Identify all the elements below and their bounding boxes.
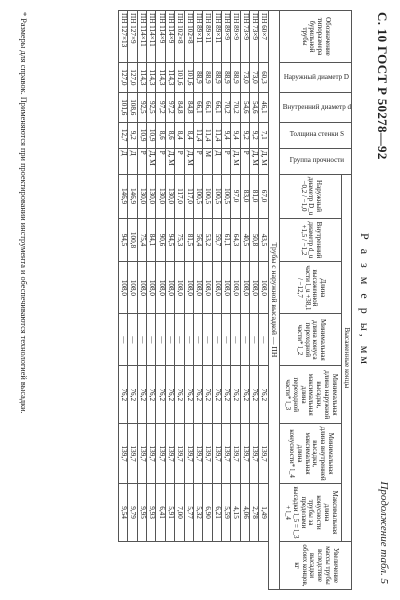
table-row: [165, 11, 174, 590]
cell-wall: 8,4: [184, 122, 193, 148]
cell-l5: 6,41: [156, 484, 165, 542]
cell-l2: —: [240, 314, 249, 366]
cell-upset-length: 108,0: [128, 262, 137, 314]
cell-upset-d: 130,0: [137, 174, 146, 218]
cell-l4: 139,7: [222, 424, 231, 484]
cell-outer-d: 88,9: [231, 62, 240, 92]
cell-group: Д, М: [184, 148, 193, 174]
cell-upset-length: 108,0: [165, 262, 174, 314]
section-label: Трубы с наружной высадкой — ПН: [268, 11, 279, 590]
cell-l4: 139,7: [165, 424, 174, 484]
cell-outer-d: 73,0: [250, 62, 259, 92]
cell-outer-d: 88,9: [203, 62, 212, 92]
cell-upset-din: 59,7: [212, 218, 221, 262]
header-outer-diameter: Наружный диаметр D: [279, 62, 351, 92]
cell-l3: 76,2: [259, 366, 268, 424]
cell-l5: 9,95: [137, 484, 146, 542]
table-row: [203, 11, 212, 590]
cell-l4: 139,7: [147, 424, 156, 484]
table-row: [137, 11, 146, 590]
cell-upset-length: 108,0: [119, 262, 128, 314]
cell-upset-length: 108,0: [222, 262, 231, 314]
table-row: [212, 11, 221, 590]
table-row: [193, 11, 202, 590]
cell-inner-d: 101,6: [119, 92, 128, 122]
cell-wall: 8,4: [175, 122, 184, 148]
cell-upset-length: 108,0: [193, 262, 202, 314]
cell-group: Р: [193, 148, 202, 174]
cell-l3: 76,2: [137, 366, 146, 424]
header-strength-group: Группа прочности: [279, 148, 351, 174]
header-l5: Максимальная длина конусности трубы за пределами высадки l_5 = l_3 + l_4: [279, 484, 341, 542]
header-upset-inner-d: Внутренний диаметр d_u +1,5 / −1,2: [279, 218, 341, 262]
table-row: [175, 11, 184, 590]
cell-l5: 7,00: [175, 484, 184, 542]
cell-upset-din: 53,2: [203, 218, 212, 262]
cell-l5: 5,91: [165, 484, 174, 542]
cell-upset-din: 43,5: [259, 218, 268, 262]
cell-l3: 76,2: [184, 366, 193, 424]
cell-upset-d: 100,5: [193, 174, 202, 218]
cell-designation: ПН 60×7: [259, 11, 268, 63]
cell-outer-d: 73,0: [240, 62, 249, 92]
header-l4: Минимальная длина внутренней высадки, максимальная длина конусности* l_4: [279, 424, 341, 484]
cell-upset-d: 146,9: [128, 174, 137, 218]
table-continuation-label: Продолжение табл. 5: [378, 481, 390, 584]
cell-upset-din: 56,4: [193, 218, 202, 262]
cell-l2: —: [184, 314, 193, 366]
cell-l3: 76,2: [119, 366, 128, 424]
table-row: [259, 11, 268, 590]
cell-upset-din: 84,1: [147, 218, 156, 262]
cell-l2: —: [250, 314, 259, 366]
cell-upset-din: 75,4: [137, 218, 146, 262]
cell-designation: ПН 127×13: [119, 11, 128, 63]
cell-l5: 9,54: [119, 484, 128, 542]
cell-wall: 9,4: [222, 122, 231, 148]
cell-upset-length: 108,0: [175, 262, 184, 314]
cell-l2: —: [231, 314, 240, 366]
cell-outer-d: 114,3: [137, 62, 146, 92]
cell-inner-d: 70,2: [231, 92, 240, 122]
cell-upset-length: 108,0: [231, 262, 240, 314]
header-upset-ends: Высаженные концы: [342, 174, 352, 541]
cell-designation: ПН 114×9: [165, 11, 174, 63]
cell-upset-d: 100,5: [212, 174, 221, 218]
cell-upset-din: 40,5: [240, 218, 249, 262]
cell-l3: 76,2: [128, 366, 137, 424]
header-l3: Минимальная длина наружной высадки, максимальная длина переходной части* l_3: [279, 366, 341, 424]
cell-l4: 139,7: [259, 424, 268, 484]
cell-inner-d: 97,2: [156, 92, 165, 122]
cell-group: Д, М: [231, 148, 240, 174]
cell-outer-d: 88,9: [212, 62, 221, 92]
cell-wall: 10,9: [147, 122, 156, 148]
header-designation: Обозначение типоразмера бурильной трубы: [279, 11, 351, 63]
header-wall-thickness: Толщина стенки S: [279, 122, 351, 148]
table-row: [222, 11, 231, 590]
cell-inner-d: 66,1: [193, 92, 202, 122]
cell-l2: —: [147, 314, 156, 366]
cell-upset-din: 100,8: [128, 218, 137, 262]
cell-l3: 76,2: [240, 366, 249, 424]
cell-upset-d: 81,0: [250, 174, 259, 218]
cell-wall: 11,4: [193, 122, 202, 148]
cell-l3: 76,2: [165, 366, 174, 424]
cell-upset-din: 90,6: [156, 218, 165, 262]
table-row: [240, 11, 249, 590]
cell-upset-d: 130,0: [156, 174, 165, 218]
cell-designation: ПН 89×9: [231, 11, 240, 63]
cell-l4: 139,7: [128, 424, 137, 484]
cell-l2: —: [165, 314, 174, 366]
cell-designation: ПН 73×9: [240, 11, 249, 63]
table-row: [147, 11, 156, 590]
cell-upset-d: 117,0: [175, 174, 184, 218]
cell-wall: 11,4: [203, 122, 212, 148]
cell-outer-d: 101,6: [175, 62, 184, 92]
cell-l3: 76,2: [147, 366, 156, 424]
cell-designation: ПН 102×8: [184, 11, 193, 63]
cell-l3: 76,2: [250, 366, 259, 424]
cell-inner-d: 97,2: [165, 92, 174, 122]
cell-l4: 139,7: [137, 424, 146, 484]
cell-l2: —: [212, 314, 221, 366]
cell-upset-length: 108,0: [147, 262, 156, 314]
cell-outer-d: 114,3: [156, 62, 165, 92]
cell-l5: 6,21: [212, 484, 221, 542]
cell-l2: —: [203, 314, 212, 366]
cell-upset-din: 81,5: [184, 218, 193, 262]
cell-l4: 139,7: [250, 424, 259, 484]
cell-group: Д, М: [259, 148, 268, 174]
cell-wall: 7,1: [259, 122, 268, 148]
cell-inner-d: 92,5: [137, 92, 146, 122]
cell-upset-length: 108,0: [203, 262, 212, 314]
table-body: [119, 11, 280, 590]
cell-designation: ПН 89×9: [222, 11, 231, 63]
cell-l4: 139,7: [203, 424, 212, 484]
cell-upset-length: 108,0: [250, 262, 259, 314]
cell-l5: 5,59: [222, 484, 231, 542]
cell-upset-length: 108,0: [259, 262, 268, 314]
page-header: С. 10 ГОСТ Р 50278—92: [375, 12, 390, 160]
cell-wall: 8,6: [165, 122, 174, 148]
section-row: [268, 11, 279, 590]
cell-l3: 76,2: [203, 366, 212, 424]
cell-group: Д: [119, 148, 128, 174]
cell-upset-d: 100,5: [203, 174, 212, 218]
cell-outer-d: 127,0: [119, 62, 128, 92]
cell-upset-d: 130,0: [165, 174, 174, 218]
cell-l2: —: [222, 314, 231, 366]
footnote: * Размеры для справок. Применяются при проектировании инструмента и обеспечиваются технологией высадки.: [19, 12, 28, 414]
cell-upset-d: 117,0: [184, 174, 193, 218]
cell-l2: —: [128, 314, 137, 366]
cell-inner-d: 92,5: [147, 92, 156, 122]
cell-group: Р: [137, 148, 146, 174]
header-l2: Минимальная длина конуса переходной части* l_2: [279, 314, 341, 366]
cell-l5: 2,78: [250, 484, 259, 542]
cell-inner-d: 108,6: [128, 92, 137, 122]
cell-group: Д, М: [250, 148, 259, 174]
cell-wall: 11,4: [212, 122, 221, 148]
cell-group: Р: [240, 148, 249, 174]
cell-upset-din: 94,5: [165, 218, 174, 262]
cell-group: Д, М: [165, 148, 174, 174]
cell-wall: 9,2: [128, 122, 137, 148]
cell-group: Д: [212, 148, 221, 174]
cell-inner-d: 70,2: [222, 92, 231, 122]
header-upset-outer-d: Наружный диаметр D_u −0,2 / −1,0: [279, 174, 341, 218]
cell-l2: —: [193, 314, 202, 366]
cell-designation: ПН 102×8: [175, 11, 184, 63]
cell-wall: 9,4: [231, 122, 240, 148]
cell-wall: 10,9: [137, 122, 146, 148]
table-title: Р а з м е р ы, мм: [358, 233, 372, 367]
cell-l4: 139,7: [212, 424, 221, 484]
cell-wall: 9,2: [240, 122, 249, 148]
cell-inner-d: 46,1: [259, 92, 268, 122]
cell-upset-din: 61,1: [222, 218, 231, 262]
cell-designation: ПН 114×11: [147, 11, 156, 63]
cell-l5: 1,49: [259, 484, 268, 542]
cell-wall: 12,7: [119, 122, 128, 148]
cell-outer-d: 101,6: [184, 62, 193, 92]
cell-upset-d: 97,0: [231, 174, 240, 218]
cell-designation: ПН 89×11: [203, 11, 212, 63]
cell-upset-length: 108,0: [137, 262, 146, 314]
cell-upset-din: 64,3: [231, 218, 240, 262]
cell-l3: 76,2: [222, 366, 231, 424]
cell-l2: —: [137, 314, 146, 366]
cell-upset-din: 75,3: [175, 218, 184, 262]
cell-inner-d: 54,6: [240, 92, 249, 122]
cell-l4: 139,7: [193, 424, 202, 484]
dimensions-table: [118, 10, 352, 590]
cell-upset-length: 108,0: [212, 262, 221, 314]
table-row: [184, 11, 193, 590]
cell-designation: ПН 114×11: [137, 11, 146, 63]
cell-group: Р: [175, 148, 184, 174]
cell-designation: ПН 89×11: [212, 11, 221, 63]
cell-inner-d: 84,8: [175, 92, 184, 122]
cell-l4: 139,7: [184, 424, 193, 484]
cell-l3: 76,2: [231, 366, 240, 424]
cell-l3: 76,2: [175, 366, 184, 424]
cell-l4: 139,7: [240, 424, 249, 484]
table-row: [119, 11, 128, 590]
cell-l5: 4,15: [231, 484, 240, 542]
cell-outer-d: 88,9: [222, 62, 231, 92]
cell-l5: 5,32: [193, 484, 202, 542]
cell-designation: ПН 127×9: [128, 11, 137, 63]
cell-l5: 9,79: [128, 484, 137, 542]
cell-upset-length: 108,0: [156, 262, 165, 314]
cell-l4: 139,7: [156, 424, 165, 484]
cell-group: Д: [128, 148, 137, 174]
cell-l2: —: [119, 314, 128, 366]
cell-upset-d: 100,5: [222, 174, 231, 218]
cell-upset-din: 50,8: [250, 218, 259, 262]
cell-l2: —: [259, 314, 268, 366]
cell-inner-d: 84,8: [184, 92, 193, 122]
table-row: [128, 11, 137, 590]
cell-outer-d: 114,3: [147, 62, 156, 92]
cell-l5: 4,06: [240, 484, 249, 542]
cell-l3: 76,2: [193, 366, 202, 424]
cell-group: М: [203, 148, 212, 174]
cell-upset-din: 94,5: [119, 218, 128, 262]
cell-l5: 5,77: [184, 484, 193, 542]
cell-l5: 9,93: [147, 484, 156, 542]
cell-l4: 139,7: [231, 424, 240, 484]
cell-designation: ПН 114×9: [156, 11, 165, 63]
cell-l4: 139,7: [175, 424, 184, 484]
table-row: [156, 11, 165, 590]
header-inner-diameter: Внутренний диаметр d: [279, 92, 351, 122]
cell-upset-d: 146,9: [119, 174, 128, 218]
cell-l2: —: [175, 314, 184, 366]
cell-l4: 139,7: [119, 424, 128, 484]
cell-inner-d: 66,1: [203, 92, 212, 122]
cell-designation: ПН 89×11: [193, 11, 202, 63]
cell-upset-length: 108,0: [184, 262, 193, 314]
cell-upset-d: 67,0: [259, 174, 268, 218]
cell-group: Р: [156, 148, 165, 174]
cell-wall: 8,6: [156, 122, 165, 148]
header-upset-length: Длина высаженной части l_u +38,1 / −12,7: [279, 262, 341, 314]
cell-upset-d: 83,0: [240, 174, 249, 218]
cell-upset-d: 130,0: [147, 174, 156, 218]
cell-inner-d: 66,1: [212, 92, 221, 122]
cell-upset-length: 108,0: [240, 262, 249, 314]
cell-l5: 6,90: [203, 484, 212, 542]
cell-l2: —: [156, 314, 165, 366]
cell-outer-d: 127,0: [128, 62, 137, 92]
cell-outer-d: 60,3: [259, 62, 268, 92]
cell-designation: ПН 73×9: [250, 11, 259, 63]
cell-group: Р: [222, 148, 231, 174]
cell-l3: 76,2: [156, 366, 165, 424]
header-mass-increase: Увеличение массы трубы вследствие высадки обоих концов, кг: [279, 541, 351, 589]
cell-wall: 9,2: [250, 122, 259, 148]
table-row: [231, 11, 240, 590]
cell-outer-d: 88,9: [193, 62, 202, 92]
table-row: [250, 11, 259, 590]
cell-outer-d: 114,3: [165, 62, 174, 92]
cell-l3: 76,2: [212, 366, 221, 424]
cell-group: Д, М: [147, 148, 156, 174]
cell-inner-d: 54,6: [250, 92, 259, 122]
